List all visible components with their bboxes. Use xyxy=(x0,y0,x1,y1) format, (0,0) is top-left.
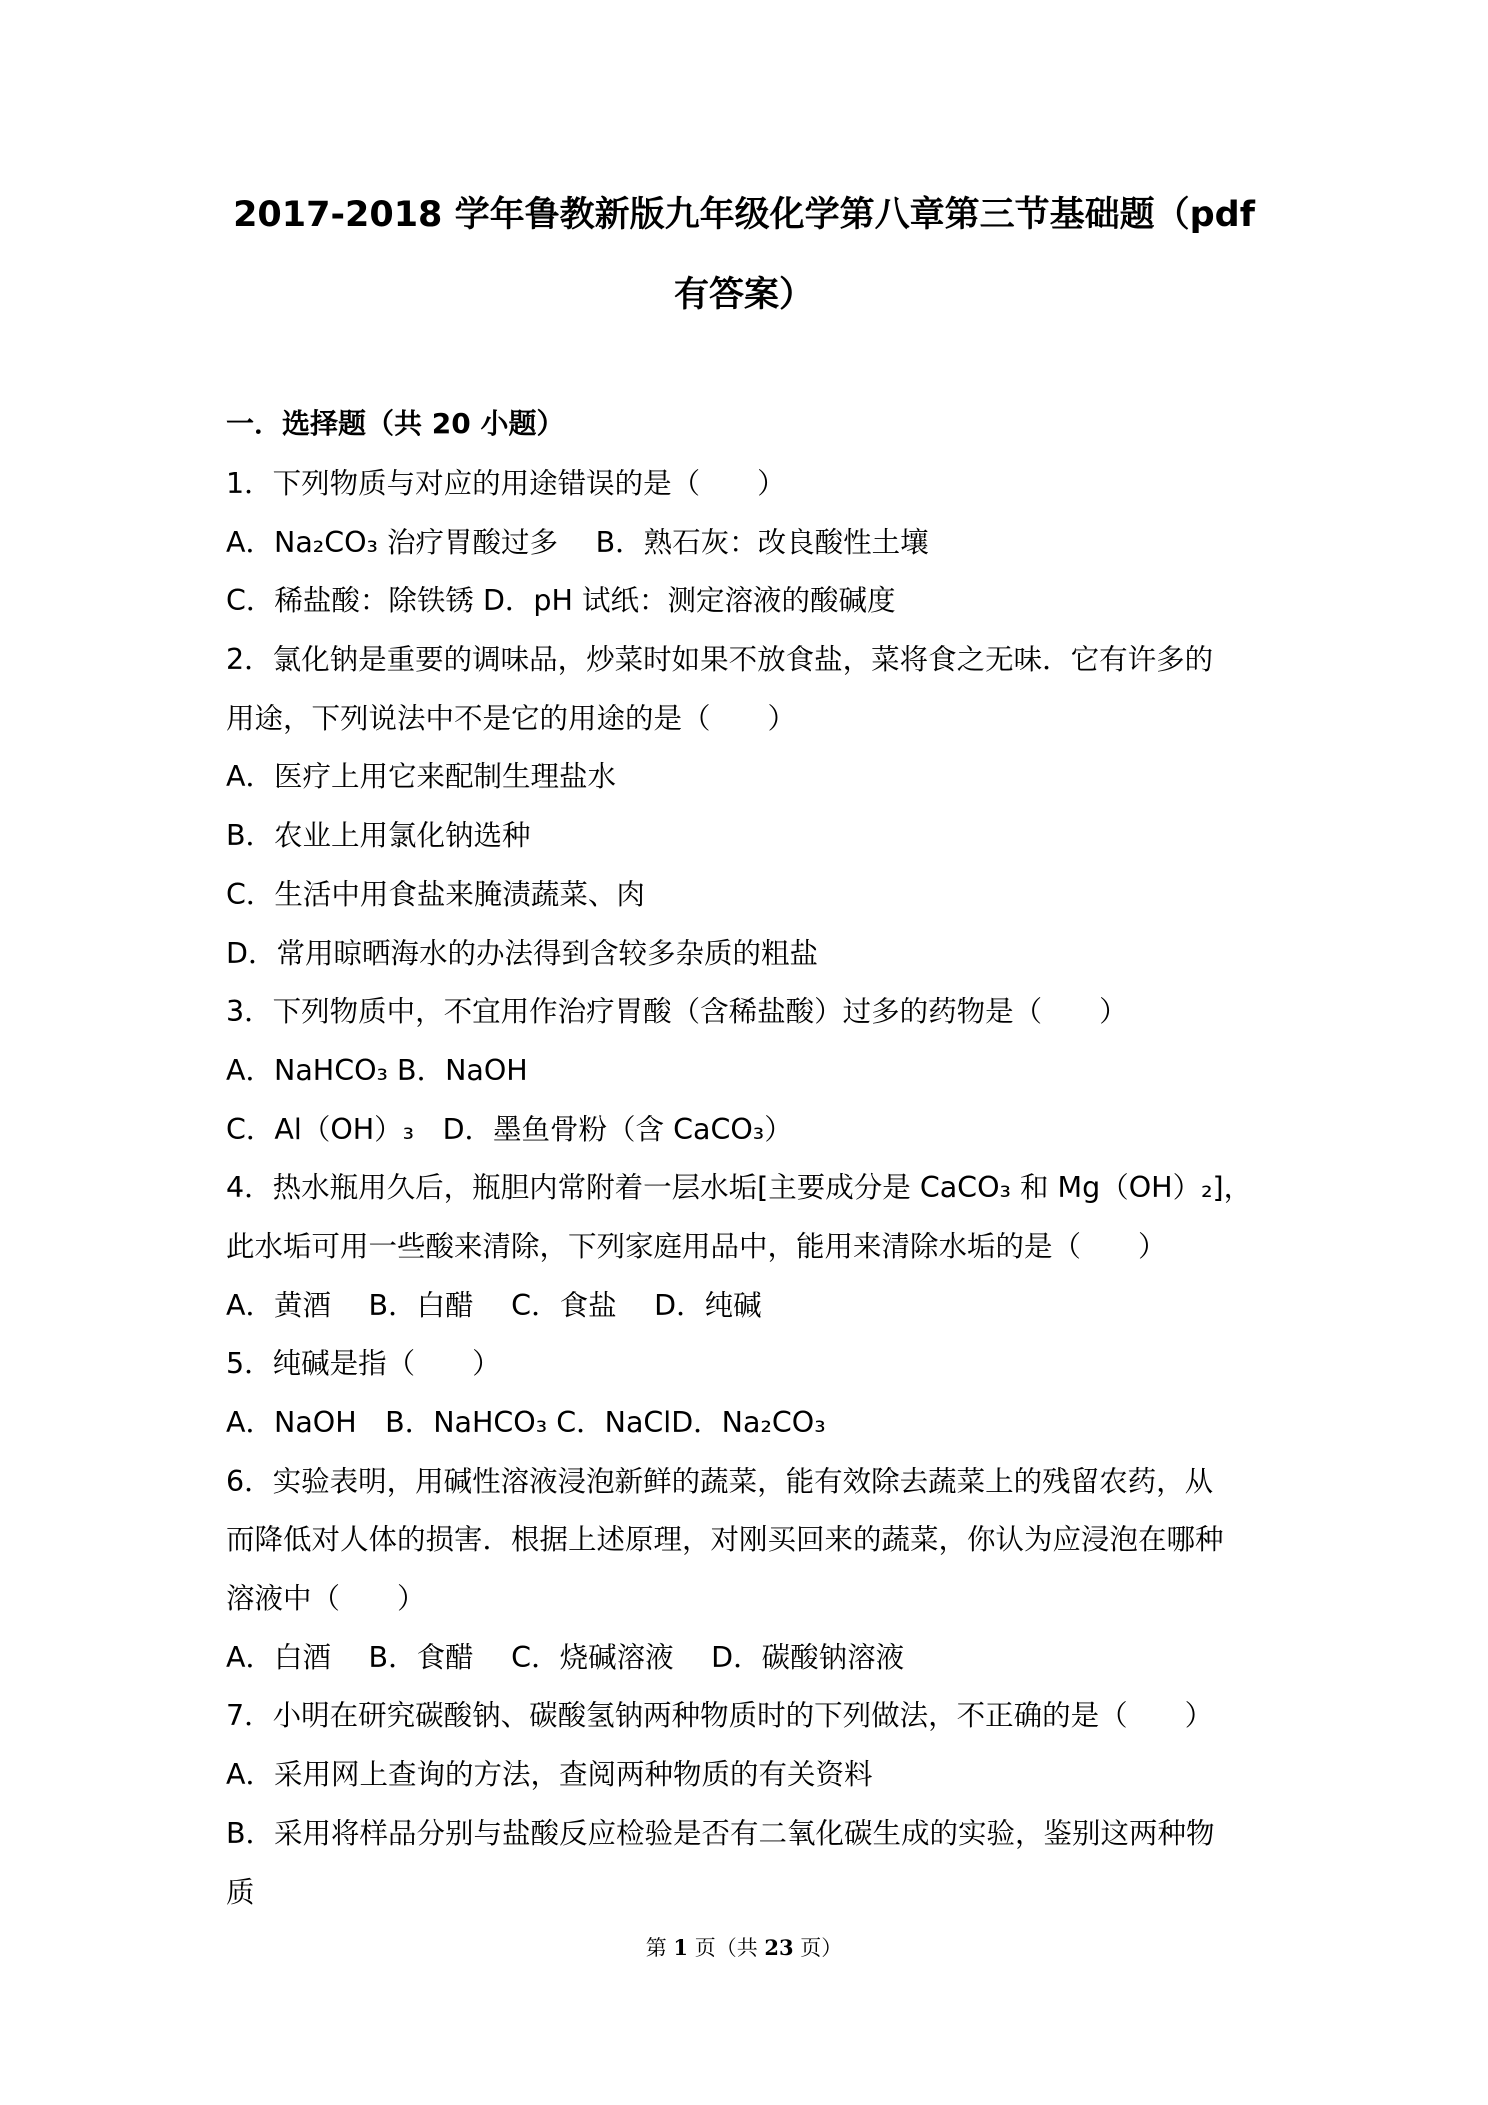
footer-page-number: 1 xyxy=(673,1935,689,1960)
option-line: B．农业上用氯化钠选种 xyxy=(226,819,531,853)
option-line: D．常用晾晒海水的办法得到含较多杂质的粗盐 xyxy=(226,936,818,970)
question-line: 而降低对人体的损害．根据上述原理，对刚买回来的蔬菜，你认为应浸泡在哪种 xyxy=(226,1523,1224,1557)
option-line: C．生活中用食盐来腌渍蔬菜、肉 xyxy=(226,877,645,911)
document-title-line-1: 2017-2018 学年鲁教新版九年级化学第八章第三节基础题（pdf xyxy=(233,195,1255,235)
option-line: A．黄酒 B．白醋 C．食盐 D．纯碱 xyxy=(226,1288,762,1322)
option-line: A．采用网上查询的方法，查阅两种物质的有关资料 xyxy=(226,1758,873,1792)
option-line: C．Al（OH）₃ D．墨鱼骨粉（含 CaCO₃） xyxy=(226,1112,793,1146)
question-line: 1．下列物质与对应的用途错误的是（ ） xyxy=(226,467,786,500)
question-line: 4．热水瓶用久后，瓶胆内常附着一层水垢[主要成分是 CaCO₃ 和 Mg（OH）₂]， xyxy=(226,1171,1253,1205)
option-line: A．白酒 B．食醋 C．烧碱溶液 D．碳酸钠溶液 xyxy=(226,1640,905,1674)
question-line: 用途，下列说法中不是它的用途的是（ ） xyxy=(226,701,797,735)
question-line: 溶液中（ ） xyxy=(226,1582,426,1616)
footer-prefix: 第 xyxy=(645,1936,674,1960)
footer-suffix: 页） xyxy=(793,1936,843,1960)
option-line: 质 xyxy=(226,1875,255,1909)
question-list xyxy=(226,462,1276,1929)
question-line: 5．纯碱是指（ ） xyxy=(226,1347,501,1381)
question-line: 此水垢可用一些酸来清除，下列家庭用品中，能用来清除水垢的是（ ） xyxy=(226,1229,1167,1263)
question-line: 2．氯化钠是重要的调味品，炒菜时如果不放食盐，菜将食之无味．它有许多的 xyxy=(226,643,1214,677)
page-footer xyxy=(0,1932,1488,1962)
footer-mid: 页（共 xyxy=(688,1936,765,1960)
footer-total-pages: 23 xyxy=(764,1935,794,1960)
option-line: A．医疗上用它来配制生理盐水 xyxy=(226,760,616,794)
option-line: A．NaOH B．NaHCO₃ C．NaClD．Na₂CO₃ xyxy=(226,1406,826,1439)
option-line: A．NaHCO₃ B．NaOH xyxy=(226,1053,528,1087)
question-line: 3．下列物质中，不宜用作治疗胃酸（含稀盐酸）过多的药物是（ ） xyxy=(226,995,1128,1029)
question-line: 7．小明在研究碳酸钠、碳酸氢钠两种物质时的下列做法，不正确的是（ ） xyxy=(226,1699,1214,1733)
option-line: C．稀盐酸：除铁锈 D．pH 试纸：测定溶液的酸碱度 xyxy=(226,584,896,618)
option-line: B．采用将样品分别与盐酸反应检验是否有二氧化碳生成的实验，鉴别这两种物 xyxy=(226,1816,1215,1850)
section-heading: 一．选择题（共 20 小题） xyxy=(226,407,565,440)
option-line: A．Na₂CO₃ 治疗胃酸过多 B．熟石灰：改良酸性土壤 xyxy=(226,525,929,559)
question-line: 6．实验表明，用碱性溶液浸泡新鲜的蔬菜，能有效除去蔬菜上的残留农药，从 xyxy=(226,1464,1214,1498)
document-title-line-2: 有答案） xyxy=(673,275,814,315)
